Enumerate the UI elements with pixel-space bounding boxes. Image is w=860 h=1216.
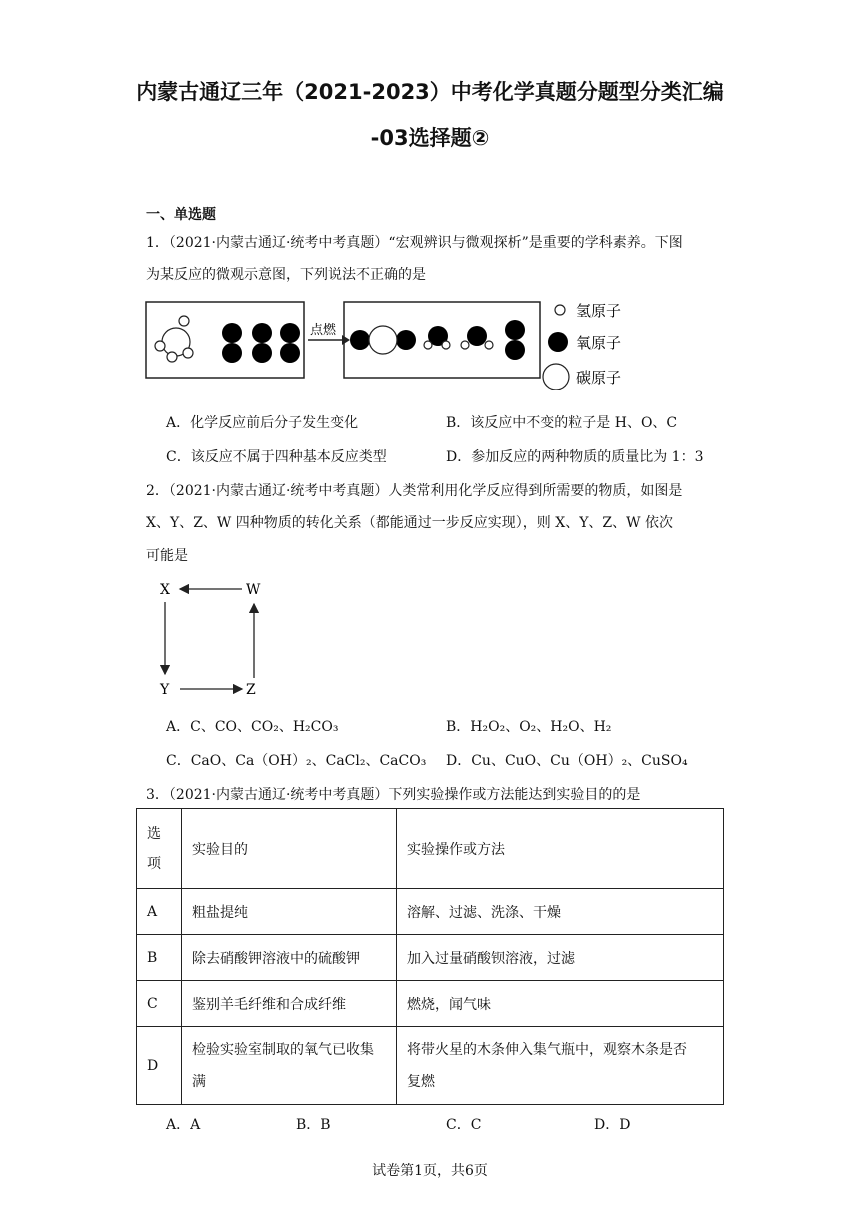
q2-stem-line-3: 可能是 xyxy=(146,548,188,564)
row-b-method: 加入过量硝酸钡溶液，过滤 xyxy=(397,935,724,981)
row-c-option: C xyxy=(137,981,182,1027)
row-a-option: A xyxy=(137,889,182,935)
arrow-label: 点燃 xyxy=(310,323,337,338)
oxygen-legend-icon xyxy=(548,332,568,352)
row-d-method-line-1: 将带火星的木条伸入集气瓶中，观察木条是否 xyxy=(407,1041,687,1058)
section-heading: 一、单选题 xyxy=(146,207,216,223)
q1-option-c[interactable]: C．该反应不属于四种基本反应类型 xyxy=(166,449,387,465)
row-d-goal-line-1: 检验实验室制取的氧气已收集 xyxy=(192,1041,374,1058)
row-d-method-line-2: 复燃 xyxy=(407,1073,435,1090)
q2-stem-line-1: 2．（2021·内蒙古通辽·统考中考真题）人类常利用化学反应得到所需要的物质，如图是 xyxy=(146,483,683,499)
q1-stem-line-2: 为某反应的微观示意图，下列说法不正确的是 xyxy=(146,267,426,283)
legend-oxygen-label: 氧原子 xyxy=(576,334,622,352)
header-option xyxy=(137,809,182,889)
q2-option-b[interactable]: B．H₂O₂、O₂、H₂O、H₂ xyxy=(446,719,612,735)
q3-option-d[interactable]: D．D xyxy=(594,1117,631,1133)
q2-stem-line-2: X、Y、Z、W 四种物质的转化关系（都能通过一步反应实现），则 X、Y、Z、W 依次 xyxy=(146,515,674,531)
title-line-2: -03选择题② xyxy=(370,126,490,150)
q1-option-b[interactable]: B．该反应中不变的粒子是 H、O、C xyxy=(446,415,678,431)
header-option-line-2: 项 xyxy=(147,855,161,872)
q2-option-d[interactable]: D．Cu、CuO、Cu（OH）₂、CuSO₄ xyxy=(446,753,688,769)
q1-option-a[interactable]: A．化学反应前后分子发生变化 xyxy=(166,415,359,431)
legend-carbon-label: 碳原子 xyxy=(576,369,622,387)
table-header-row xyxy=(137,809,724,889)
row-d-goal-line-2: 满 xyxy=(192,1073,206,1090)
table-row xyxy=(137,981,724,1027)
row-c-method: 燃烧，闻气味 xyxy=(397,981,724,1027)
water-molecules xyxy=(424,326,493,349)
row-b-goal: 除去硝酸钾溶液中的硫酸钾 xyxy=(182,935,397,981)
node-w: W xyxy=(246,582,261,598)
row-a-method: 溶解、过滤、洗涤、干燥 xyxy=(397,889,724,935)
row-d-goal xyxy=(182,1027,397,1105)
title-line-1: 内蒙古通辽三年（2021-2023）中考化学真题分题型分类汇编 xyxy=(136,80,724,104)
header-option-line-1: 选 xyxy=(147,825,161,842)
table-row xyxy=(137,935,724,981)
table-row xyxy=(137,1027,724,1105)
q2-conversion-diagram xyxy=(150,578,280,702)
node-x: X xyxy=(160,582,170,598)
row-d-option: D xyxy=(137,1027,182,1105)
row-d-method xyxy=(397,1027,724,1105)
node-y: Y xyxy=(160,682,170,698)
carbon-dioxide-molecule xyxy=(350,326,416,354)
page-footer: 试卷第1页，共6页 xyxy=(372,1163,488,1179)
legend-hydrogen-label: 氢原子 xyxy=(576,302,622,320)
row-b-option: B xyxy=(137,935,182,981)
header-method: 实验操作或方法 xyxy=(397,809,724,889)
oxygen-molecules xyxy=(222,323,300,363)
q3-option-c[interactable]: C．C xyxy=(446,1117,482,1133)
q3-experiment-table xyxy=(136,808,724,1105)
table-row xyxy=(137,889,724,935)
q3-option-a[interactable]: A．A xyxy=(166,1117,201,1133)
q3-option-b[interactable]: B．B xyxy=(296,1117,331,1133)
hydrogen-legend-icon xyxy=(555,305,565,315)
methane-molecule xyxy=(155,316,193,362)
q1-micro-diagram xyxy=(144,298,644,390)
header-goal: 实验目的 xyxy=(182,809,397,889)
atom-legend xyxy=(543,302,621,390)
leftover-oxygen-molecule xyxy=(505,320,525,360)
node-z: Z xyxy=(246,682,256,698)
q3-stem: 3．（2021·内蒙古通辽·统考中考真题）下列实验操作或方法能达到实验目的的是 xyxy=(146,787,641,803)
row-a-goal: 粗盐提纯 xyxy=(182,889,397,935)
q2-option-c[interactable]: C．CaO、Ca（OH）₂、CaCl₂、CaCO₃ xyxy=(166,753,427,769)
carbon-legend-icon xyxy=(543,364,569,390)
q1-option-d[interactable]: D．参加反应的两种物质的质量比为 1：3 xyxy=(446,449,704,465)
q2-option-a[interactable]: A．C、CO、CO₂、H₂CO₃ xyxy=(166,719,339,735)
q1-stem-line-1: 1．（2021·内蒙古通辽·统考中考真题）“宏观辨识与微观探析”是重要的学科素养。下图 xyxy=(146,235,683,251)
row-c-goal: 鉴别羊毛纤维和合成纤维 xyxy=(182,981,397,1027)
